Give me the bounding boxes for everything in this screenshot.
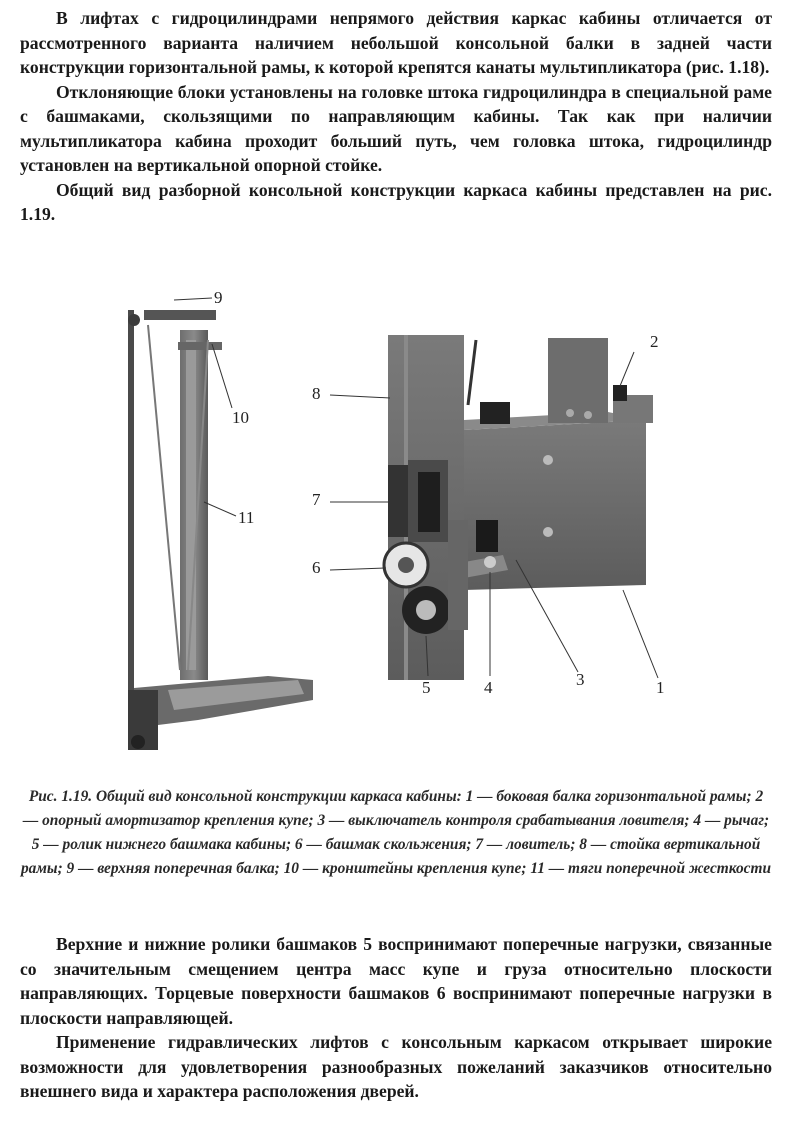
paragraph: В лифтах с гидроцилиндрами непрямого действия каркас кабины отличается от рассмотренного варианта наличием небольшой консольной балки в задней части конструкции горизонтальной рамы, к которой крепятся канаты мультипликатора (рис. 1.18). xyxy=(20,8,772,77)
callout-11: 11 xyxy=(238,508,255,527)
callout-10: 10 xyxy=(232,408,249,427)
figure-1-19 xyxy=(108,280,698,770)
closing-text xyxy=(20,932,772,1104)
intro-text xyxy=(20,6,772,227)
figure-caption: Рис. 1.19. Общий вид консольной конструкции каркаса кабины: 1 — боковая балка горизонтальной рамы; 2 — опорный амортизатор крепления купе; 3 — выключатель контроля срабатывания ловителя; 4 — рычаг; 5 — ролик нижнего башмака кабины; 6 — башмак скольжения; 7 — ловитель; 8 — стойка вертикальной рамы; 9 — верхняя поперечная балка; 10 — кронштейны крепления купе; 11 — тяги поперечной жесткости xyxy=(20,788,772,877)
callout-8: 8 xyxy=(312,384,321,403)
cabin-frame-illustration xyxy=(108,280,698,770)
frame-overview-drawing xyxy=(128,310,313,750)
callout-1: 1 xyxy=(656,678,665,697)
callout-6: 6 xyxy=(312,558,321,577)
callout-3: 3 xyxy=(576,670,585,689)
callout-5: 5 xyxy=(422,678,431,697)
callout-4: 4 xyxy=(484,678,493,697)
callout-9: 9 xyxy=(214,288,223,307)
detail-view-drawing xyxy=(384,335,653,680)
callout-7: 7 xyxy=(312,490,321,509)
paragraph: Применение гидравлических лифтов с консольным каркасом открывает широкие возможности для удовлетворения разнообразных пожеланий заказчиков относительно внешнего вида и характера расположения дверей. xyxy=(20,1032,772,1101)
paragraph: Отклоняющие блоки установлены на головке штока гидроцилиндра в специальной раме с башмаками, скользящими по направляющим кабины. Так как при наличии мультипликатора кабина проходит больший путь, чем головка штока, гидроцилиндр установлен на вертикальной опорной стойке. xyxy=(20,81,772,175)
paragraph: Общий вид разборной консольной конструкции каркаса кабины представлен на рис. 1.19. xyxy=(20,179,772,224)
callout-2: 2 xyxy=(650,332,659,351)
paragraph: Верхние и нижние ролики башмаков 5 воспринимают поперечные нагрузки, связанные со значительным смещением центра масс купе и груза относительно плоскости направляющих. Торцевые поверхности башмаков 6 воспринимают поперечные нагрузки в плоскости направляющей. xyxy=(20,934,772,1028)
